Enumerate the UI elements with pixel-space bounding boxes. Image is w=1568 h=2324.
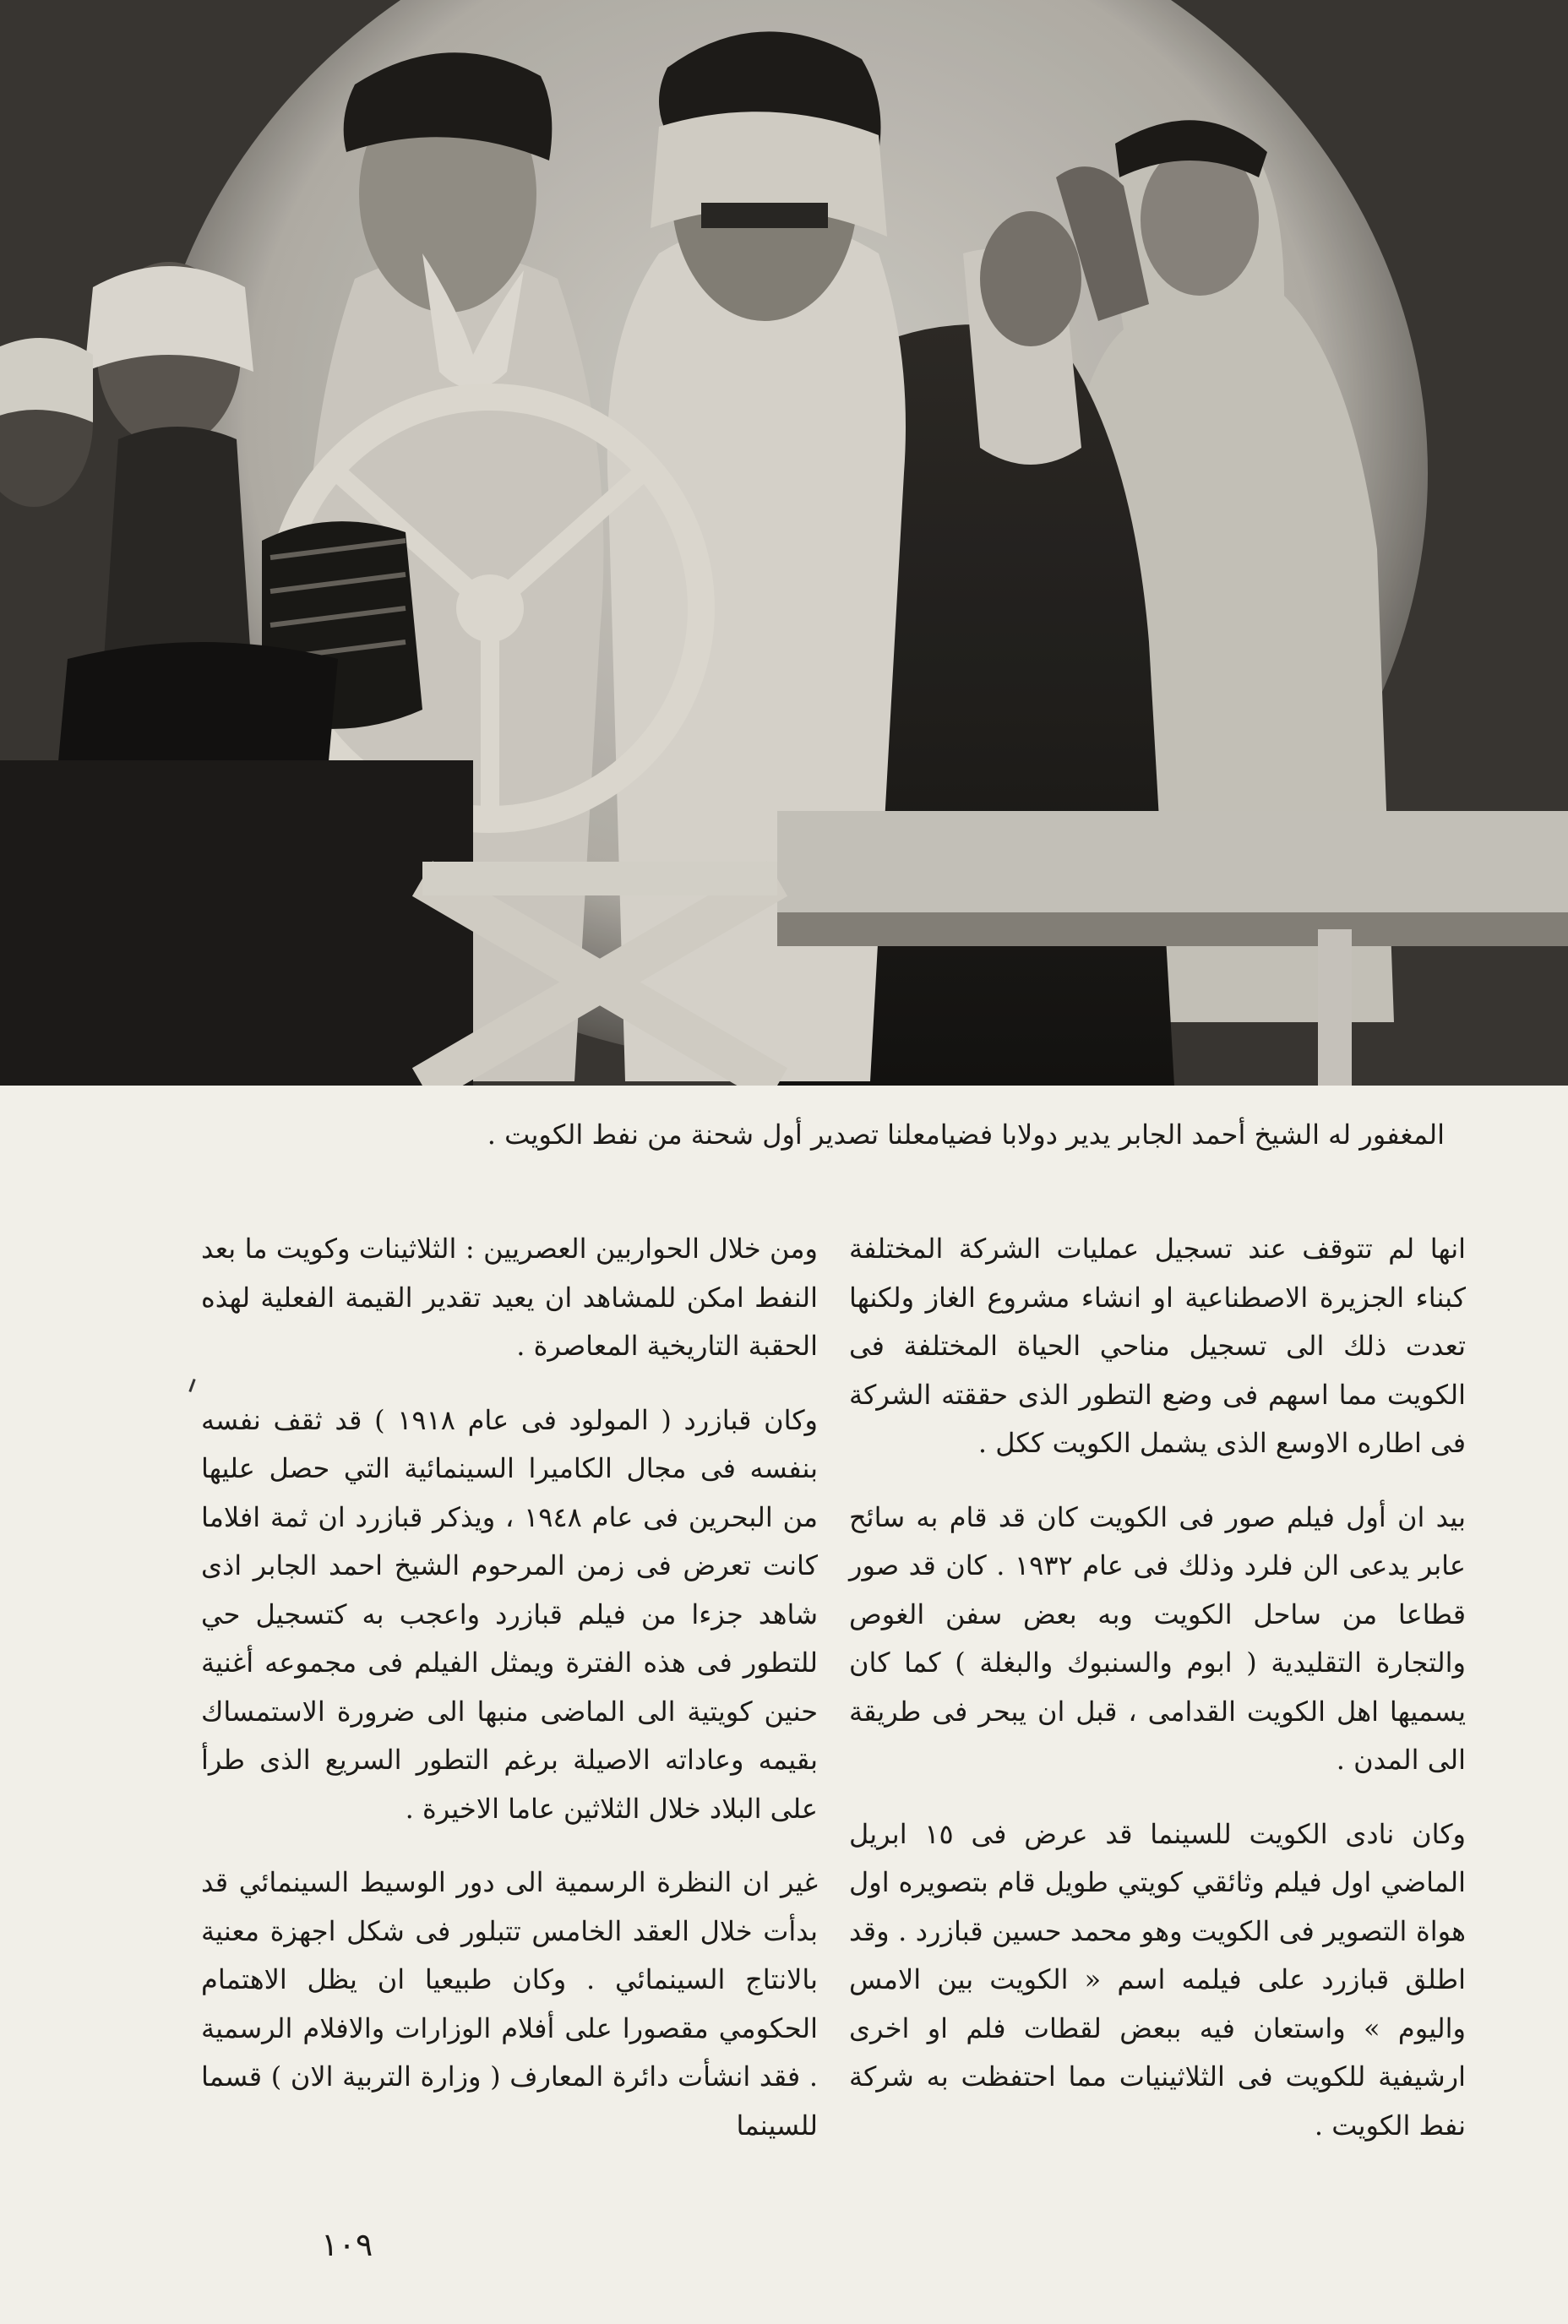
news-photograph [0, 0, 1568, 1086]
right-text-column [849, 1225, 1466, 2175]
photograph-illustration [0, 0, 1568, 1086]
photo-caption: المغفور له الشيخ أحمد الجابر يدير دولابا فضيامعلنا تصدير أول شحنة من نفط الكويت . [487, 1118, 1445, 1151]
page-number: ١٠٩ [321, 2226, 373, 2263]
paragraph: بيد ان أول فيلم صور فى الكويت كان قد قام به سائح عابر يدعى الن فلرد وذلك فى عام ١٩٣٢ . كان قد صور قطاعا من ساحل الكويت وبه بعض سفن الغوص والتجارة التقليدية ( ابوم والسنبوك والبغلة ) كما كان يسميها اهل الكويت القدامى ، قبل ان يبحر فى طريقة الى المدن . [849, 1500, 1467, 1776]
left-text-column [201, 1225, 818, 2175]
paragraph: انها لم تتوقف عند تسجيل عمليات الشركة المختلفة كبناء الجزيرة الاصطناعية او انشاء مشروع الغاز ولكنها تعدت ذلك الى تسجيل مناحي الحياة المختلفة فى الكويت مما اسهم فى وضع التطور الذى حققته الشركة فى اطاره الاوسع الذى يشمل الكويت ككل . [849, 1233, 1466, 1459]
paragraph: غير ان النظرة الرسمية الى دور الوسيط السينمائي قد بدأت خلال العقد الخامس تتبلور فى شكل اجهزة معنية بالانتاج السينمائي . وكان طبيعيا ان يظل الاهتمام الحكومي مقصورا على أفلام الوزارات والافلام الرسمية . فقد انشأت دائرة المعارف ( وزارة التربية الان ) قسما للسينما [201, 1866, 818, 2142]
paragraph: وكان قبازرد ( المولود فى عام ١٩١٨ ) قد ثقف نفسه بنفسه فى مجال الكاميرا السينمائية التي حصل عليها من البحرين فى عام ١٩٤٨ ، ويذكر قبازرد ان ثمة افلاما كانت تعرض فى زمن المرحوم الشيخ احمد الجابر اذى شاهد جزءا من فيلم قبازرد واعجب به كتسجيل حي للتطور فى هذه الفترة ويمثل الفيلم فى مجموعه أغنية حنين كويتية الى الماضى منبها الى ضرورة الاستمساك بقيمه وعاداته الاصيلة برغم التطور السريع الذى طرأ على البلاد خلال الثلاثين عاما الاخيرة . [201, 1403, 819, 1825]
stray-pen-mark [188, 1379, 195, 1392]
paragraph: ومن خلال الحواربين العصريين : الثلاثينات وكويت ما بعد النفط امكن للمشاهد ان يعيد تقدير القيمة الفعلية لهذه الحقبة التاريخية المعاصرة . [201, 1233, 818, 1362]
paragraph: وكان نادى الكويت للسينما قد عرض فى ١٥ ابريل الماضي اول فيلم وثائقي كويتي طويل قام بتصويره اول هواة التصوير فى الكويت وهو محمد حسين قبازرد . وقد اطلق قبازرد على فيلمه اسم « الكويت بين الامس واليوم » واستعان فيه ببعض لقطات فلم او اخرى ارشيفية للكويت فى الثلاثينيات مما احتفظت به شركة نفط الكويت . [849, 1817, 1467, 2142]
